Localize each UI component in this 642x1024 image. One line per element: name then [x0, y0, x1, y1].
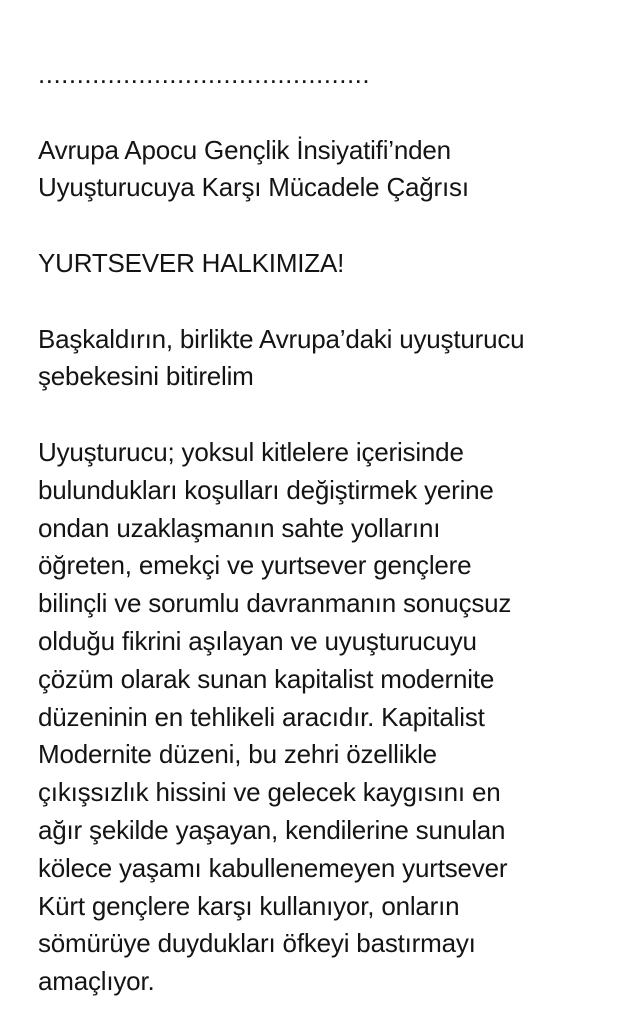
paragraph-line: ondan uzaklaşmanın sahte yollarını	[38, 512, 441, 543]
document-heading	[38, 132, 630, 208]
heading-line: Avrupa Apocu Gençlik İnsiyatifi’nden	[38, 134, 451, 165]
body-paragraph	[38, 434, 630, 1001]
paragraph-line: Kürt gençlere karşı kullanıyor, onların	[38, 890, 460, 921]
paragraph-line: bulundukları koşulları değiştirmek yerine	[38, 474, 494, 505]
paragraph-line: olduğu fikrini aşılayan ve uyuşturucuyu	[38, 625, 477, 656]
paragraph-line: ağır şekilde yaşayan, kendilerine sunulan	[38, 814, 506, 845]
paragraph-line: amaçlıyor.	[38, 966, 155, 997]
subheading-line: şebekesini bitirelim	[38, 361, 254, 392]
document-body	[38, 56, 630, 1001]
paragraph-line: Uyuşturucu; yoksul kitlelere içerisinde	[38, 436, 464, 467]
paragraph-line: çıkışsızlık hissini ve gelecek kaygısını en	[38, 777, 501, 808]
spacer	[38, 283, 630, 321]
spacer	[38, 94, 630, 132]
paragraph-line: kölece yaşamı kabullenemeyen yurtsever	[38, 852, 508, 883]
salutation: YURTSEVER HALKIMIZA!	[38, 247, 345, 278]
paragraph-line: çözüm olarak sunan kapitalist modernite	[38, 663, 495, 694]
spacer	[38, 396, 630, 434]
paragraph-line: bilinçli ve sorumlu davranmanın sonuçsuz	[38, 588, 512, 619]
paragraph-line: Modernite düzeni, bu zehri özellikle	[38, 739, 437, 770]
spacer	[38, 207, 630, 245]
subheading	[38, 321, 630, 397]
heading-line: Uyuşturucuya Karşı Mücadele Çağrısı	[38, 172, 469, 203]
paragraph-line: öğreten, emekçi ve yurtsever gençlere	[38, 550, 472, 581]
dotted-separator: ...........................................	[38, 59, 371, 89]
paragraph-line: düzeninin en tehlikeli aracıdır. Kapitalist	[38, 701, 485, 732]
paragraph-line: sömürüye duydukları öfkeyi bastırmayı	[38, 928, 476, 959]
subheading-line: Başkaldırın, birlikte Avrupa’daki uyuşturucu	[38, 323, 525, 354]
